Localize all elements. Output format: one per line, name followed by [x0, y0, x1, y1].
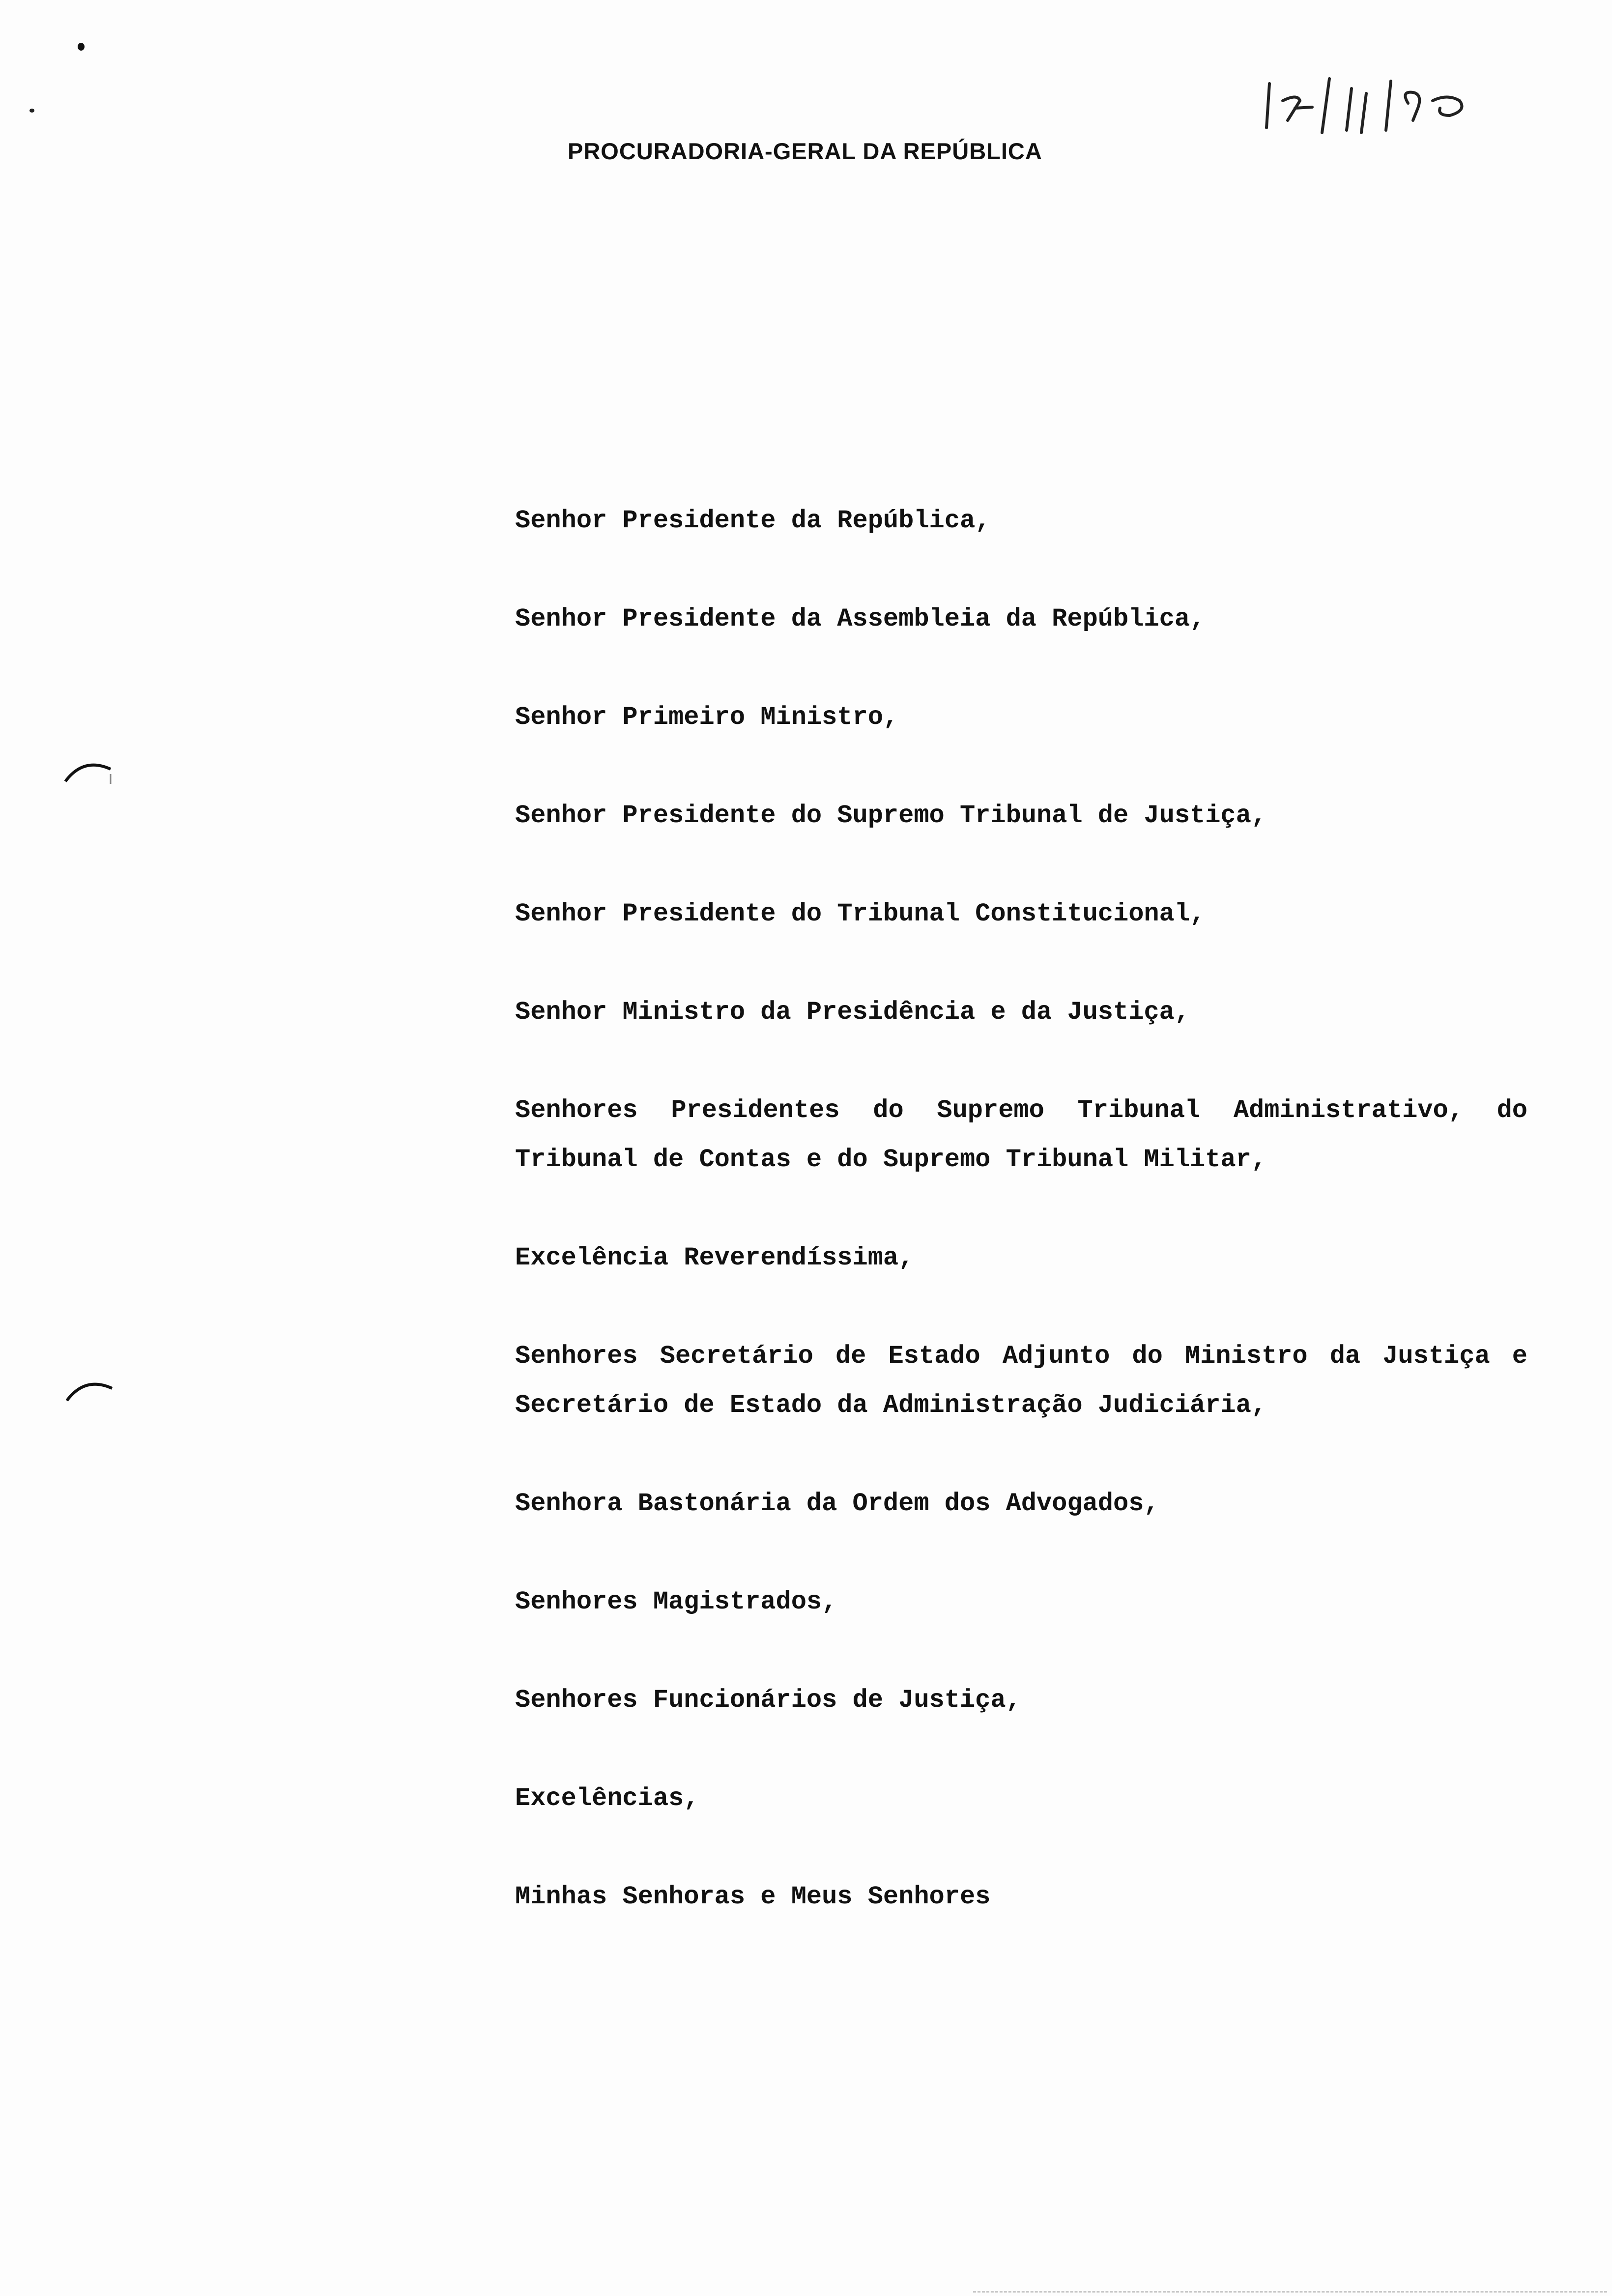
scan-speck-mark [27, 106, 37, 115]
salutation-line: Minhas Senhoras e Meus Senhores [515, 1882, 991, 1911]
salutation-line: Senhora Bastonária da Ordem dos Advogados, [515, 1489, 1159, 1518]
salutation-line: Senhor Presidente da Assembleia da República, [515, 604, 1206, 633]
salutation-line: Senhor Primeiro Ministro, [515, 703, 899, 732]
scan-edge-line [973, 2291, 1607, 2293]
salutation-line: Senhor Presidente da República, [515, 506, 991, 535]
salutation-line: Senhor Ministro da Presidência e da Justiça, [515, 998, 1190, 1027]
salutation-list [515, 496, 1527, 1971]
salutation-line: Senhores Secretário de Estado Adjunto do Ministro da Justiça e Secretário de Estado da Administração Judiciária, [515, 1342, 1527, 1420]
institution-heading: PROCURADORIA-GERAL DA REPÚBLICA [568, 138, 1042, 164]
punch-hole-mark [61, 757, 115, 791]
salutation-line: Senhores Funcionários de Justiça, [515, 1686, 1021, 1715]
handwritten-date-annotation [1261, 74, 1477, 138]
salutation-line: Senhores Magistrados, [515, 1587, 837, 1616]
salutation-line: Senhor Presidente do Supremo Tribunal de Justiça, [515, 801, 1267, 830]
scan-speck-mark [74, 39, 88, 54]
salutation-line: Excelência Reverendíssima, [515, 1243, 914, 1272]
salutation-line: Excelências, [515, 1784, 699, 1813]
salutation-line: Senhor Presidente do Tribunal Constitucional, [515, 899, 1206, 928]
punch-hole-mark [63, 1376, 117, 1410]
salutation-line: Senhores Presidentes do Supremo Tribunal Administrativo, do Tribunal de Contas e do Supremo Tribunal Militar, [515, 1096, 1527, 1174]
